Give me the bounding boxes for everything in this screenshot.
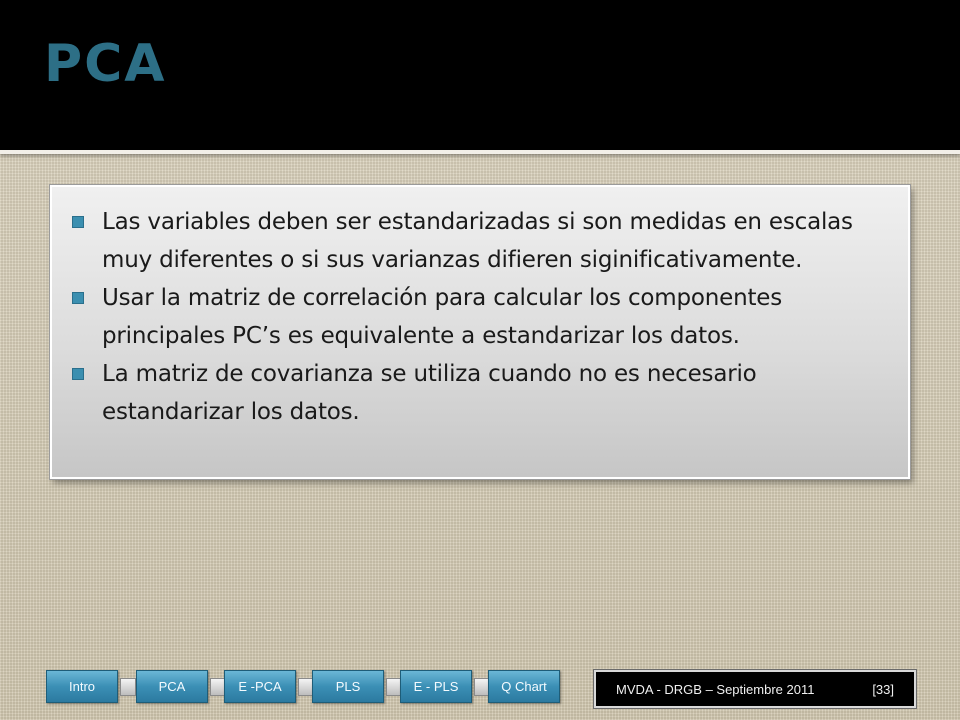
slide-title: PCA (44, 34, 167, 94)
nav-separator (120, 678, 136, 696)
bullet-list (52, 203, 888, 431)
square-bullet-icon (72, 292, 84, 304)
slide-header (0, 0, 960, 150)
nav-button-q-chart[interactable]: Q Chart (488, 670, 560, 703)
square-bullet-icon (72, 368, 84, 380)
square-bullet-icon (72, 216, 84, 228)
nav-button-pca[interactable]: PCA (136, 670, 208, 703)
footer (594, 670, 916, 708)
page-number: [33] (872, 682, 894, 697)
nav-button-e-pca[interactable]: E -PCA (224, 670, 296, 703)
content-box (50, 185, 910, 479)
slide-nav (46, 670, 566, 706)
bullet-text: Usar la matriz de correlación para calcular los componentes principales PC’s es equivalente a estandarizar los datos. (102, 285, 782, 349)
header-divider (0, 150, 960, 154)
bullet-text: Las variables deben ser estandarizadas si son medidas en escalas muy diferentes o si sus varianzas difieren siginificativamente. (102, 209, 853, 273)
bullet-item (52, 355, 888, 431)
footer-text: MVDA - DRGB – Septiembre 2011 (616, 682, 815, 697)
nav-button-pls[interactable]: PLS (312, 670, 384, 703)
bullet-text: La matriz de covarianza se utiliza cuando no es necesario estandarizar los datos. (102, 361, 757, 425)
bullet-item (52, 279, 888, 355)
nav-button-intro[interactable]: Intro (46, 670, 118, 703)
nav-button-e-pls[interactable]: E - PLS (400, 670, 472, 703)
bullet-item (52, 203, 888, 279)
